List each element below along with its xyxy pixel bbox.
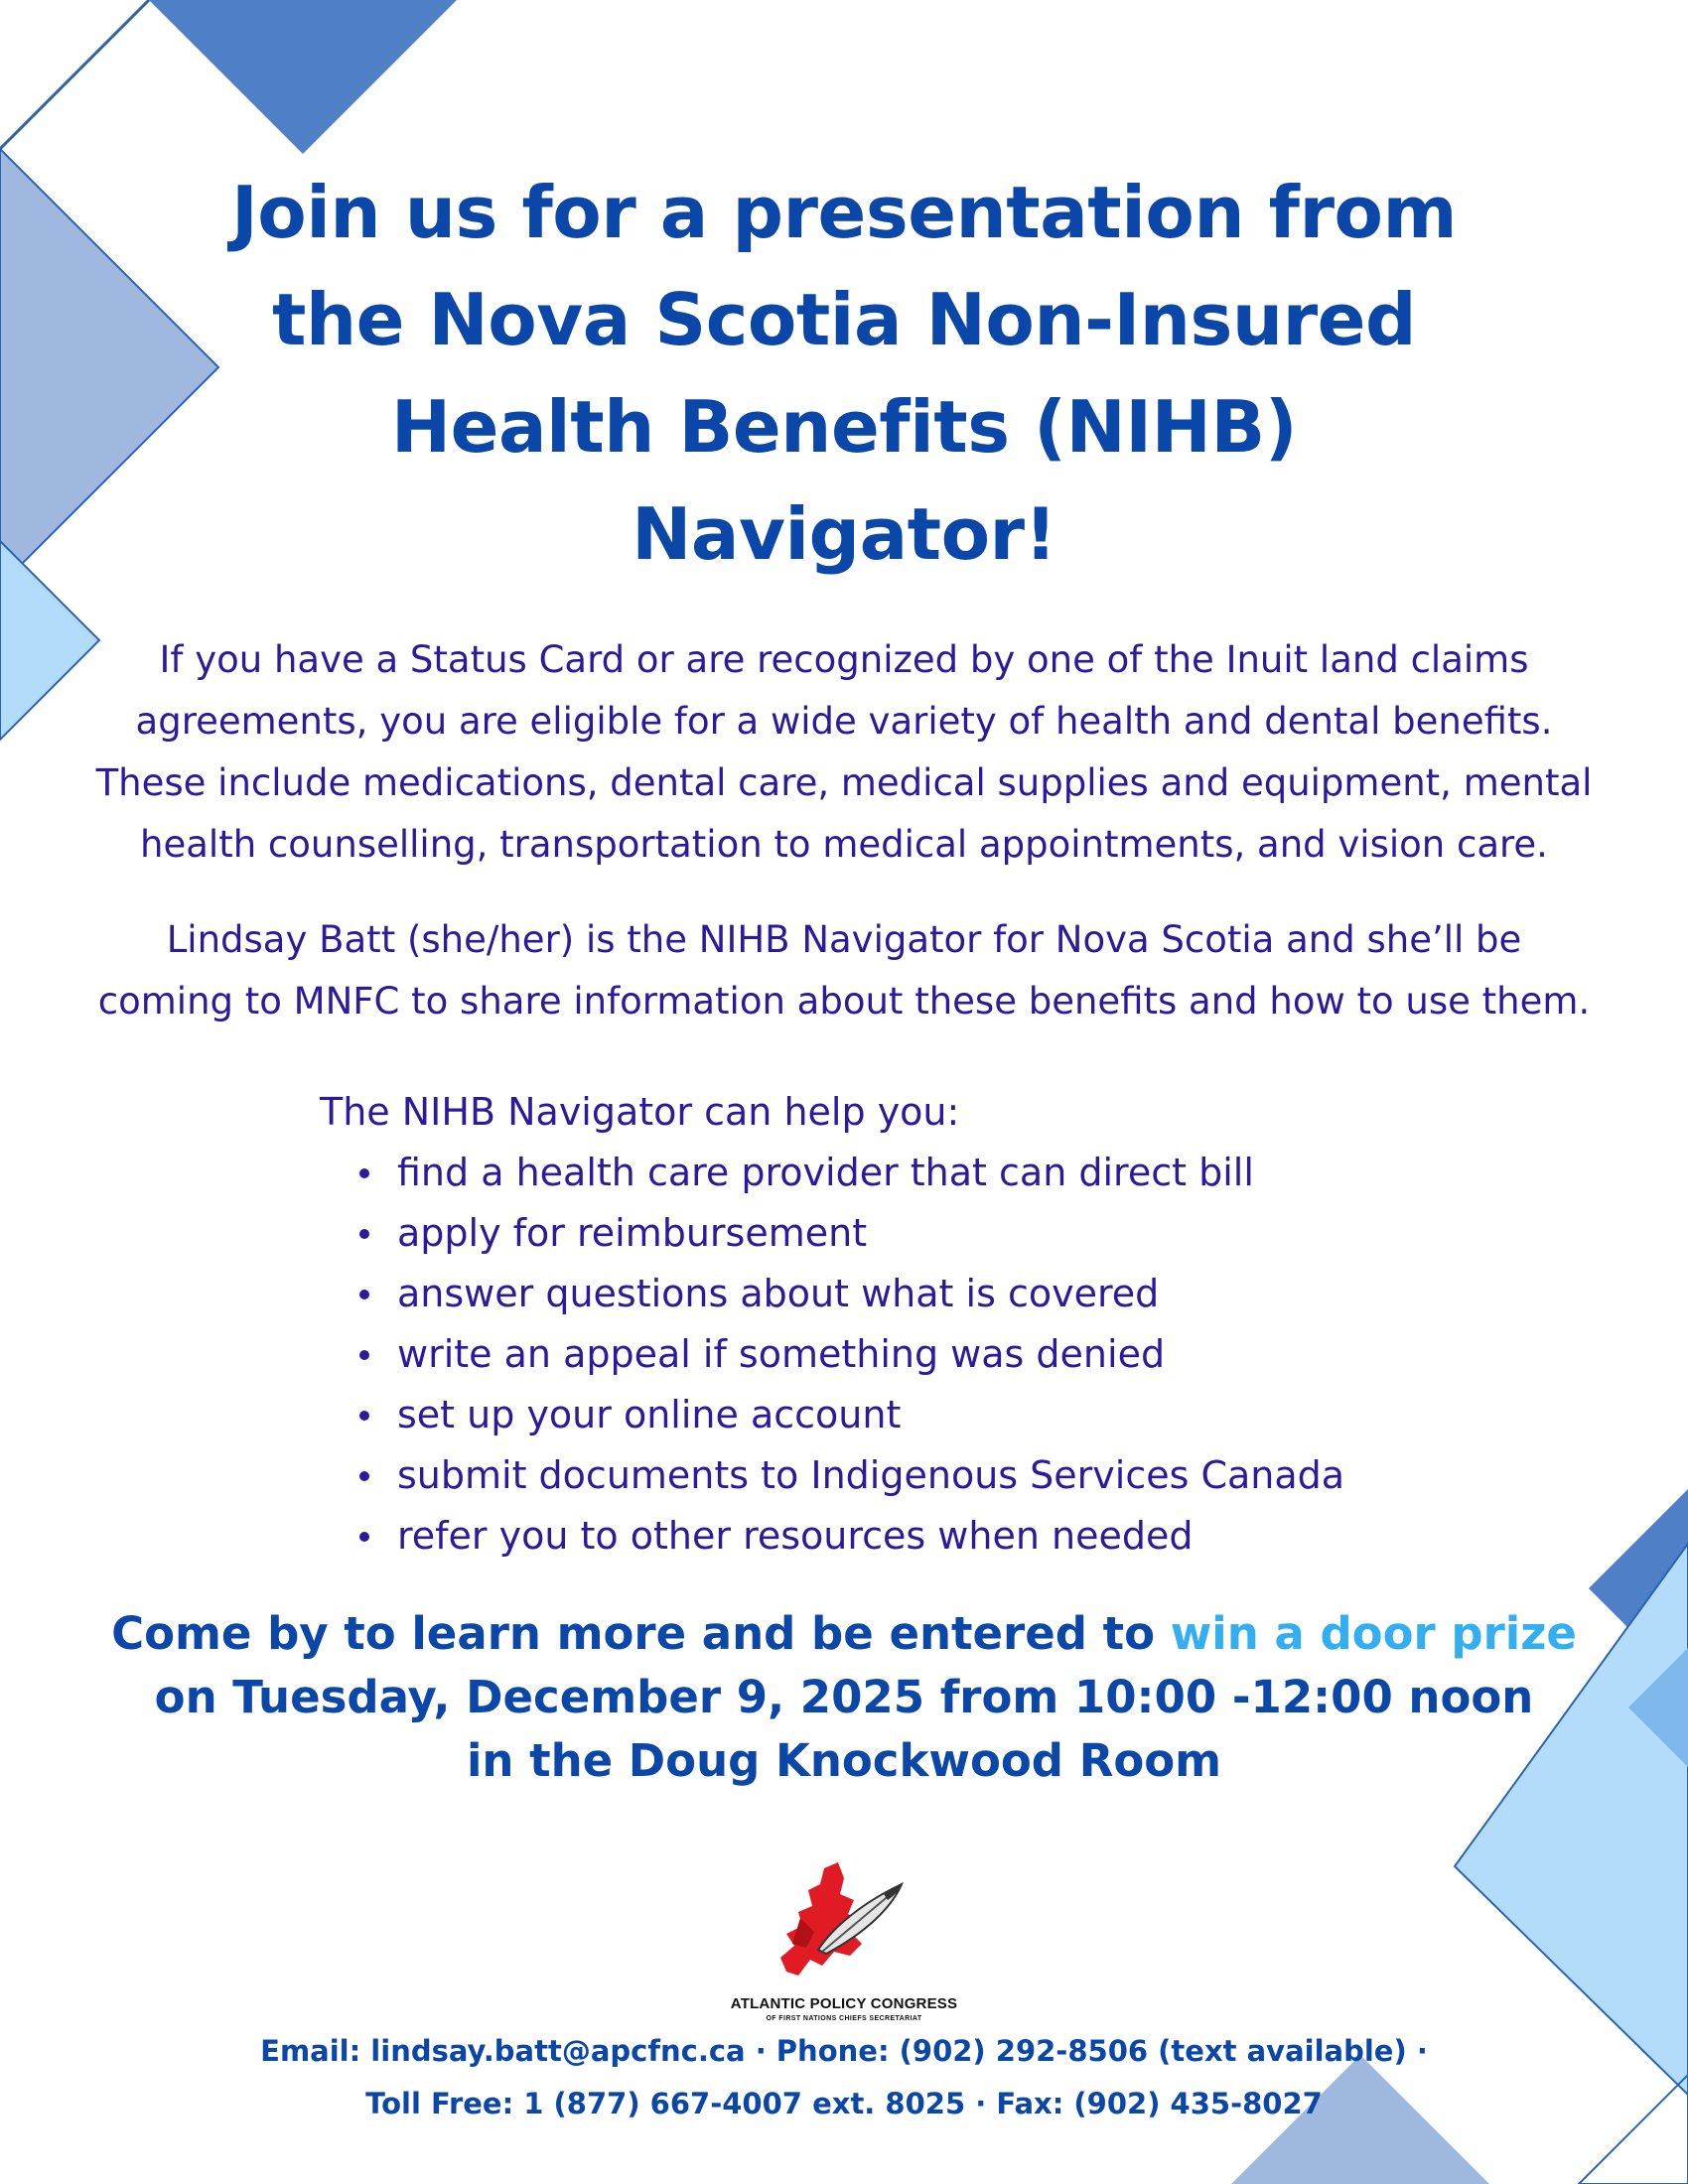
- navigator-paragraph: [50, 909, 1638, 1032]
- help-list-items: [320, 1143, 1412, 1567]
- list-item: [320, 1264, 1412, 1324]
- door-prize-highlight: win a door prize: [1170, 1607, 1577, 1660]
- intro-line: If you have a Status Card or are recognized by one of the Inuit land claims: [159, 638, 1529, 681]
- contact-info: [99, 2025, 1589, 2130]
- navigator-line: coming to MNFC to share information about these benefits and how to use them.: [97, 980, 1591, 1023]
- cta-line: [99, 1602, 1589, 1666]
- list-item: [320, 1385, 1412, 1445]
- headline-line: the Nova Scotia Non-Insured: [271, 278, 1417, 361]
- list-item-text: answer questions about what is covered: [397, 1272, 1160, 1315]
- bullet-icon: [359, 1290, 369, 1299]
- intro-line: agreements, you are eligible for a wide variety of health and dental benefits.: [135, 700, 1553, 743]
- list-item-text: refer you to other resources when needed: [397, 1514, 1194, 1558]
- navigator-line: Lindsay Batt (she/her) is the NIHB Navigator for Nova Scotia and she’ll be: [166, 918, 1522, 961]
- bullet-icon: [359, 1411, 369, 1421]
- headline-line: Health Benefits (NIHB): [390, 385, 1298, 469]
- event-location-line: in the Doug Knockwood Room: [466, 1734, 1222, 1787]
- list-item: [320, 1506, 1412, 1567]
- list-item: [320, 1143, 1412, 1203]
- list-item: [320, 1445, 1412, 1506]
- headline: [149, 159, 1539, 588]
- bullet-icon: [359, 1532, 369, 1542]
- apc-map-feather-logo-icon: [715, 1848, 973, 1997]
- bullet-icon: [359, 1471, 369, 1481]
- logo-title: ATLANTIC POLICY CONGRESS: [730, 1995, 958, 2012]
- cta-text: Come by to learn more and be entered to: [111, 1607, 1171, 1660]
- call-to-action: [99, 1602, 1589, 1793]
- bullet-icon: [359, 1229, 369, 1239]
- headline-line: Join us for a presentation from: [231, 171, 1457, 254]
- bullet-icon: [359, 1350, 369, 1360]
- logo-subtitle: OF FIRST NATIONS CHIEFS SECRETARIAT: [766, 2015, 922, 2022]
- intro-paragraph: [50, 629, 1638, 876]
- bullet-icon: [359, 1168, 369, 1178]
- apc-logo: [715, 1848, 973, 2027]
- event-date-line: on Tuesday, December 9, 2025 from 10:00 -12:00 noon: [154, 1671, 1534, 1723]
- contact-line: Email: lindsay.batt@apcfnc.ca · Phone: (902) 292-8506 (text available) ·: [260, 2034, 1428, 2068]
- list-item-text: submit documents to Indigenous Services Canada: [397, 1453, 1345, 1497]
- list-item-text: write an appeal if something was denied: [397, 1332, 1166, 1376]
- headline-line: Navigator!: [632, 492, 1056, 576]
- list-item: [320, 1324, 1412, 1385]
- list-item-text: set up your online account: [397, 1393, 902, 1436]
- intro-line: These include medications, dental care, medical supplies and equipment, mental: [95, 761, 1593, 804]
- intro-line: health counselling, transportation to medical appointments, and vision care.: [140, 823, 1548, 866]
- contact-line: Toll Free: 1 (877) 667-4007 ext. 8025 · Fax: (902) 435-8027: [365, 2087, 1323, 2120]
- help-list: [320, 1082, 1412, 1567]
- list-item-text: apply for reimbursement: [397, 1211, 868, 1255]
- list-item-text: find a health care provider that can direct bill: [397, 1151, 1254, 1194]
- list-item: [320, 1203, 1412, 1264]
- help-list-intro: The NIHB Navigator can help you:: [320, 1090, 960, 1134]
